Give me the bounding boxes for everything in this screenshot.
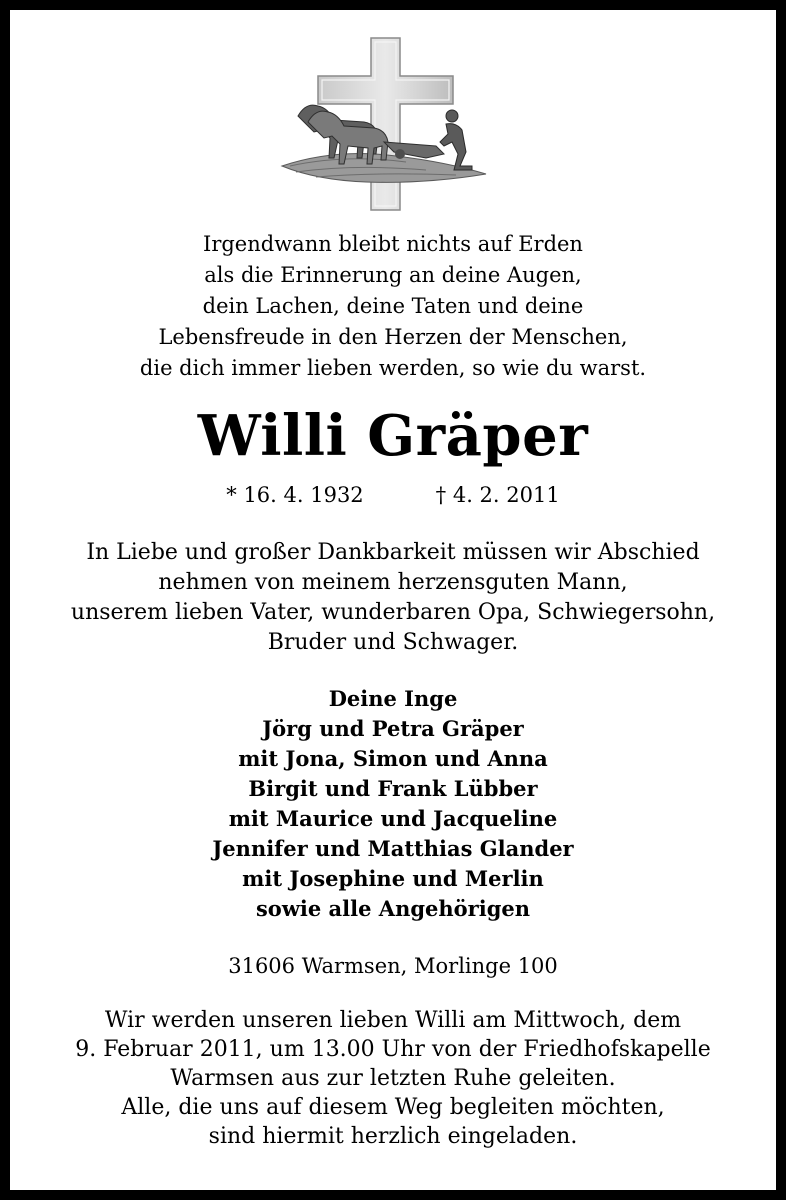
poem-line: die dich immer lieben werden, so wie du warst. xyxy=(139,356,647,380)
poem-line: Irgendwann bleibt nichts auf Erden xyxy=(203,232,583,256)
family-member: sowie alle Angehörigen xyxy=(255,896,531,921)
deceased-name: Willi Gräper xyxy=(197,403,589,469)
funeral-line: Warmsen aus zur letzten Ruhe geleiten. xyxy=(170,1066,616,1091)
family-member: Deine Inge xyxy=(328,686,458,711)
birth-date: * 16. 4. 1932 xyxy=(226,483,364,507)
message-line: In Liebe und großer Dankbarkeit müssen wir Abschied xyxy=(86,540,700,565)
poem-line: als die Erinnerung an deine Augen, xyxy=(204,263,582,287)
funeral-line: sind hiermit herzlich eingeladen. xyxy=(208,1124,578,1149)
message-line: nehmen von meinem herzensguten Mann, xyxy=(158,570,628,595)
family-member: Jennifer und Matthias Glander xyxy=(212,836,574,861)
message-line: unserem lieben Vater, wunderbaren Opa, Schwiegersohn, xyxy=(70,600,716,625)
death-date: † 4. 2. 2011 xyxy=(435,483,560,507)
funeral-notice xyxy=(10,1006,776,1151)
funeral-line: Wir werden unseren lieben Willi am Mittwoch, dem xyxy=(104,1008,682,1033)
memorial-poem xyxy=(10,229,776,384)
poem-line: Lebensfreude in den Herzen der Menschen, xyxy=(158,325,628,349)
family-address: 31606 Warmsen, Morlinge 100 xyxy=(228,954,558,978)
life-dates xyxy=(10,480,776,510)
funeral-line: Alle, die uns auf diesem Weg begleiten möchten, xyxy=(121,1095,665,1120)
message-line: Bruder und Schwager. xyxy=(267,630,519,655)
cross-plough-emblem-icon xyxy=(276,34,494,214)
farewell-message xyxy=(10,538,776,658)
family-member: mit Josephine und Merlin xyxy=(242,866,544,891)
funeral-line: 9. Februar 2011, um 13.00 Uhr von der Friedhofskapelle xyxy=(75,1037,711,1062)
family-member: Birgit und Frank Lübber xyxy=(248,776,538,801)
family-member: Jörg und Petra Gräper xyxy=(262,716,524,741)
poem-line: dein Lachen, deine Taten und deine xyxy=(202,294,584,318)
family-member: mit Jona, Simon und Anna xyxy=(238,746,548,771)
family-list xyxy=(10,684,776,924)
family-member: mit Maurice und Jacqueline xyxy=(228,806,558,831)
